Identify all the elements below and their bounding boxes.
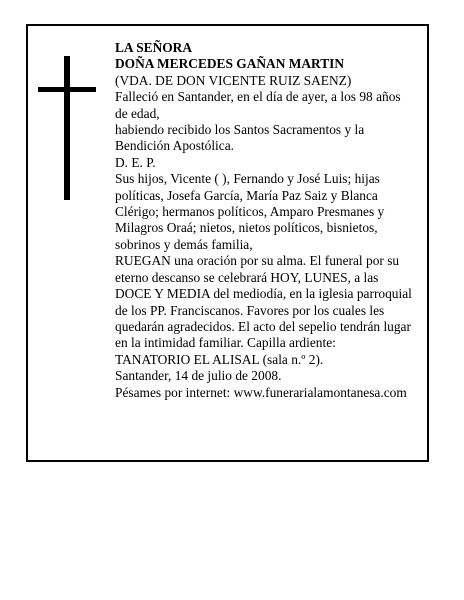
text-line: Bendición Apostólica. — [115, 138, 235, 154]
text-line: TANATORIO EL ALISAL (sala n.º 2). — [115, 351, 324, 367]
text-line: políticas, Josefa García, María Paz Saiz y Blanca — [115, 187, 378, 203]
text-line: DOCE Y MEDIA del mediodía, en la iglesia parroquial — [115, 286, 412, 302]
obituary-text — [115, 40, 419, 401]
condolences-line: Pésames por internet: www.funerarialamontanesa.com — [115, 384, 407, 400]
text-line: Clérigo; hermanos políticos, Amparo Presmanes y — [115, 204, 385, 220]
title-line: LA SEÑORA — [115, 40, 193, 55]
text-line: habiendo recibido los Santos Sacramentos y la — [115, 122, 365, 138]
text-line: RUEGAN una oración por su alma. El funeral por su — [115, 253, 400, 269]
text-line: de los PP. Franciscanos. Favores por los cuales les — [115, 302, 385, 318]
text-line: sobrinos y demás familia, — [115, 236, 253, 252]
text-line: Milagros Oraá; nietos, nietos políticos, bisnietos, — [115, 220, 378, 236]
deceased-name: DOÑA MERCEDES GAÑAN MARTIN — [115, 56, 345, 72]
dep-line: D. E. P. — [115, 154, 156, 170]
text-line: de edad, — [115, 105, 160, 121]
date-line: Santander, 14 de julio de 2008. — [115, 368, 282, 384]
text-line: quedarán agradecidos. El acto del sepelio tendrán lugar — [115, 318, 411, 334]
obituary-notice — [26, 24, 429, 462]
cross-icon — [38, 56, 96, 200]
text-line: Sus hijos, Vicente ( ), Fernando y José Luis; hijas — [115, 171, 380, 187]
cross-horizontal-bar — [38, 87, 96, 92]
cross-vertical-bar — [64, 56, 70, 200]
text-line: eterno descanso se celebrará HOY, LUNES, a las — [115, 269, 379, 285]
text-line: Falleció en Santander, en el día de ayer, a los 98 años — [115, 89, 401, 105]
widow-of-line: (VDA. DE DON VICENTE RUIZ SAENZ) — [115, 72, 352, 88]
text-line: en la intimidad familiar. Capilla ardiente: — [115, 335, 336, 351]
